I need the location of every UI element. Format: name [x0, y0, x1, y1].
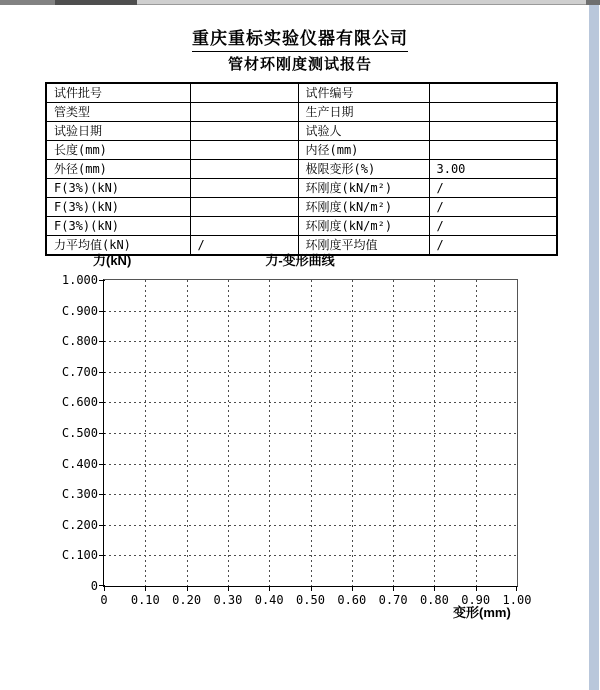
y-tick-label: C.700	[61, 364, 98, 379]
field-value	[190, 198, 298, 217]
table-row	[46, 103, 557, 122]
y-tick-mark	[99, 280, 105, 281]
field-value: /	[429, 198, 557, 217]
field-value	[190, 103, 298, 122]
field-value: /	[429, 217, 557, 236]
table-row	[46, 83, 557, 103]
y-tick-label: C.300	[61, 487, 98, 502]
field-value: /	[429, 236, 557, 256]
x-tick-label: 0.30	[213, 593, 243, 607]
chart-title: 力-变形曲线	[265, 253, 335, 268]
chart-plot-area	[61, 273, 532, 607]
field-value	[429, 103, 557, 122]
field-value	[190, 160, 298, 179]
field-value	[190, 141, 298, 160]
field-label: 管类型	[46, 103, 190, 122]
x-tick-mark	[269, 586, 270, 591]
x-tick-mark	[434, 586, 435, 591]
y-tick-mark	[99, 464, 105, 465]
field-label: 长度(mm)	[46, 141, 190, 160]
field-value	[190, 83, 298, 103]
table-row	[46, 198, 557, 217]
field-value: /	[429, 179, 557, 198]
x-tick-mark	[228, 586, 229, 591]
field-value: /	[190, 236, 298, 256]
field-value	[429, 83, 557, 103]
x-tick-label: 0.40	[254, 593, 284, 607]
table-row	[46, 217, 557, 236]
x-tick-mark	[311, 586, 312, 591]
y-grid-line	[104, 341, 517, 342]
field-label: F(3%)(kN)	[46, 198, 190, 217]
x-tick-mark	[476, 586, 477, 591]
y-grid-line	[104, 372, 517, 373]
y-grid-line	[104, 311, 517, 312]
page-title: 管材环刚度测试报告	[227, 56, 372, 73]
field-label: 力平均值(kN)	[46, 236, 190, 256]
field-label: F(3%)(kN)	[46, 217, 190, 236]
x-tick-label: 0.50	[296, 593, 325, 607]
window-top-strip	[0, 0, 600, 5]
x-tick-mark	[352, 586, 353, 591]
y-tick-label: C.800	[61, 334, 98, 349]
x-tick-label: 0.60	[337, 593, 367, 607]
x-tick-label: 0	[100, 593, 108, 607]
field-value	[190, 217, 298, 236]
y-tick-label: C.900	[61, 303, 98, 318]
field-label: 极限变形(%)	[298, 160, 429, 179]
field-value	[429, 122, 557, 141]
y-grid-line	[104, 525, 517, 526]
x-tick-label: 0.10	[130, 593, 160, 607]
field-label: 环刚度(kN/m²)	[298, 198, 429, 217]
x-tick-mark	[145, 586, 146, 591]
y-grid-line	[104, 555, 517, 556]
company-title-text: 重庆重标实验仪器有限公司	[192, 24, 408, 52]
field-label: 环刚度平均值	[298, 236, 429, 256]
chart-x-axis-title: 变形(mm)	[453, 605, 511, 620]
y-tick-mark	[99, 585, 105, 586]
x-tick-label: 0.90	[461, 593, 491, 607]
field-label: F(3%)(kN)	[46, 179, 190, 198]
table-row	[46, 179, 557, 198]
x-tick-mark	[516, 586, 517, 591]
x-tick-mark	[393, 586, 394, 591]
table-row	[46, 160, 557, 179]
field-label: 试件编号	[298, 83, 429, 103]
x-tick-label: 0.20	[172, 593, 202, 607]
field-value	[429, 141, 557, 160]
vertical-scrollbar[interactable]	[589, 5, 599, 690]
y-tick-mark	[99, 341, 105, 342]
y-tick-mark	[99, 372, 105, 373]
y-tick-label: C.100	[61, 548, 98, 563]
field-value	[190, 122, 298, 141]
top-strip-segment	[0, 0, 55, 5]
y-grid-line	[104, 494, 517, 495]
table-row	[46, 122, 557, 141]
y-tick-label: C.600	[61, 395, 98, 410]
chart-y-axis-title: 力(kN)	[93, 253, 132, 268]
y-grid-line	[104, 464, 517, 465]
field-value: 3.00	[429, 160, 557, 179]
y-tick-mark	[99, 311, 105, 312]
field-value	[190, 179, 298, 198]
y-grid-line	[104, 402, 517, 403]
field-label: 试验日期	[46, 122, 190, 141]
y-tick-label: 0	[90, 579, 98, 593]
field-label: 试验人	[298, 122, 429, 141]
y-grid-line	[104, 433, 517, 434]
y-tick-mark	[99, 494, 105, 495]
table-row	[46, 141, 557, 160]
field-label: 试件批号	[46, 83, 190, 103]
y-tick-label: C.500	[61, 426, 98, 440]
y-tick-mark	[99, 525, 105, 526]
report-table	[45, 82, 558, 256]
y-tick-mark	[99, 402, 105, 403]
x-tick-mark	[104, 586, 105, 591]
top-strip-segment	[137, 0, 586, 5]
top-strip-segment	[55, 0, 137, 5]
y-tick-label: 1.000	[61, 273, 98, 287]
y-tick-label: C.200	[61, 517, 98, 532]
x-tick-mark	[187, 586, 188, 591]
x-tick-label: 1.00	[502, 593, 532, 607]
field-label: 生产日期	[298, 103, 429, 122]
y-tick-mark	[99, 433, 105, 434]
company-title	[0, 24, 600, 52]
x-tick-label: 0.80	[419, 593, 449, 607]
field-label: 外径(mm)	[46, 160, 190, 179]
y-tick-mark	[99, 555, 105, 556]
field-label: 环刚度(kN/m²)	[298, 179, 429, 198]
field-label: 内径(mm)	[298, 141, 429, 160]
x-tick-label: 0.70	[378, 593, 408, 607]
field-label: 环刚度(kN/m²)	[298, 217, 429, 236]
y-tick-label: C.400	[61, 456, 98, 471]
